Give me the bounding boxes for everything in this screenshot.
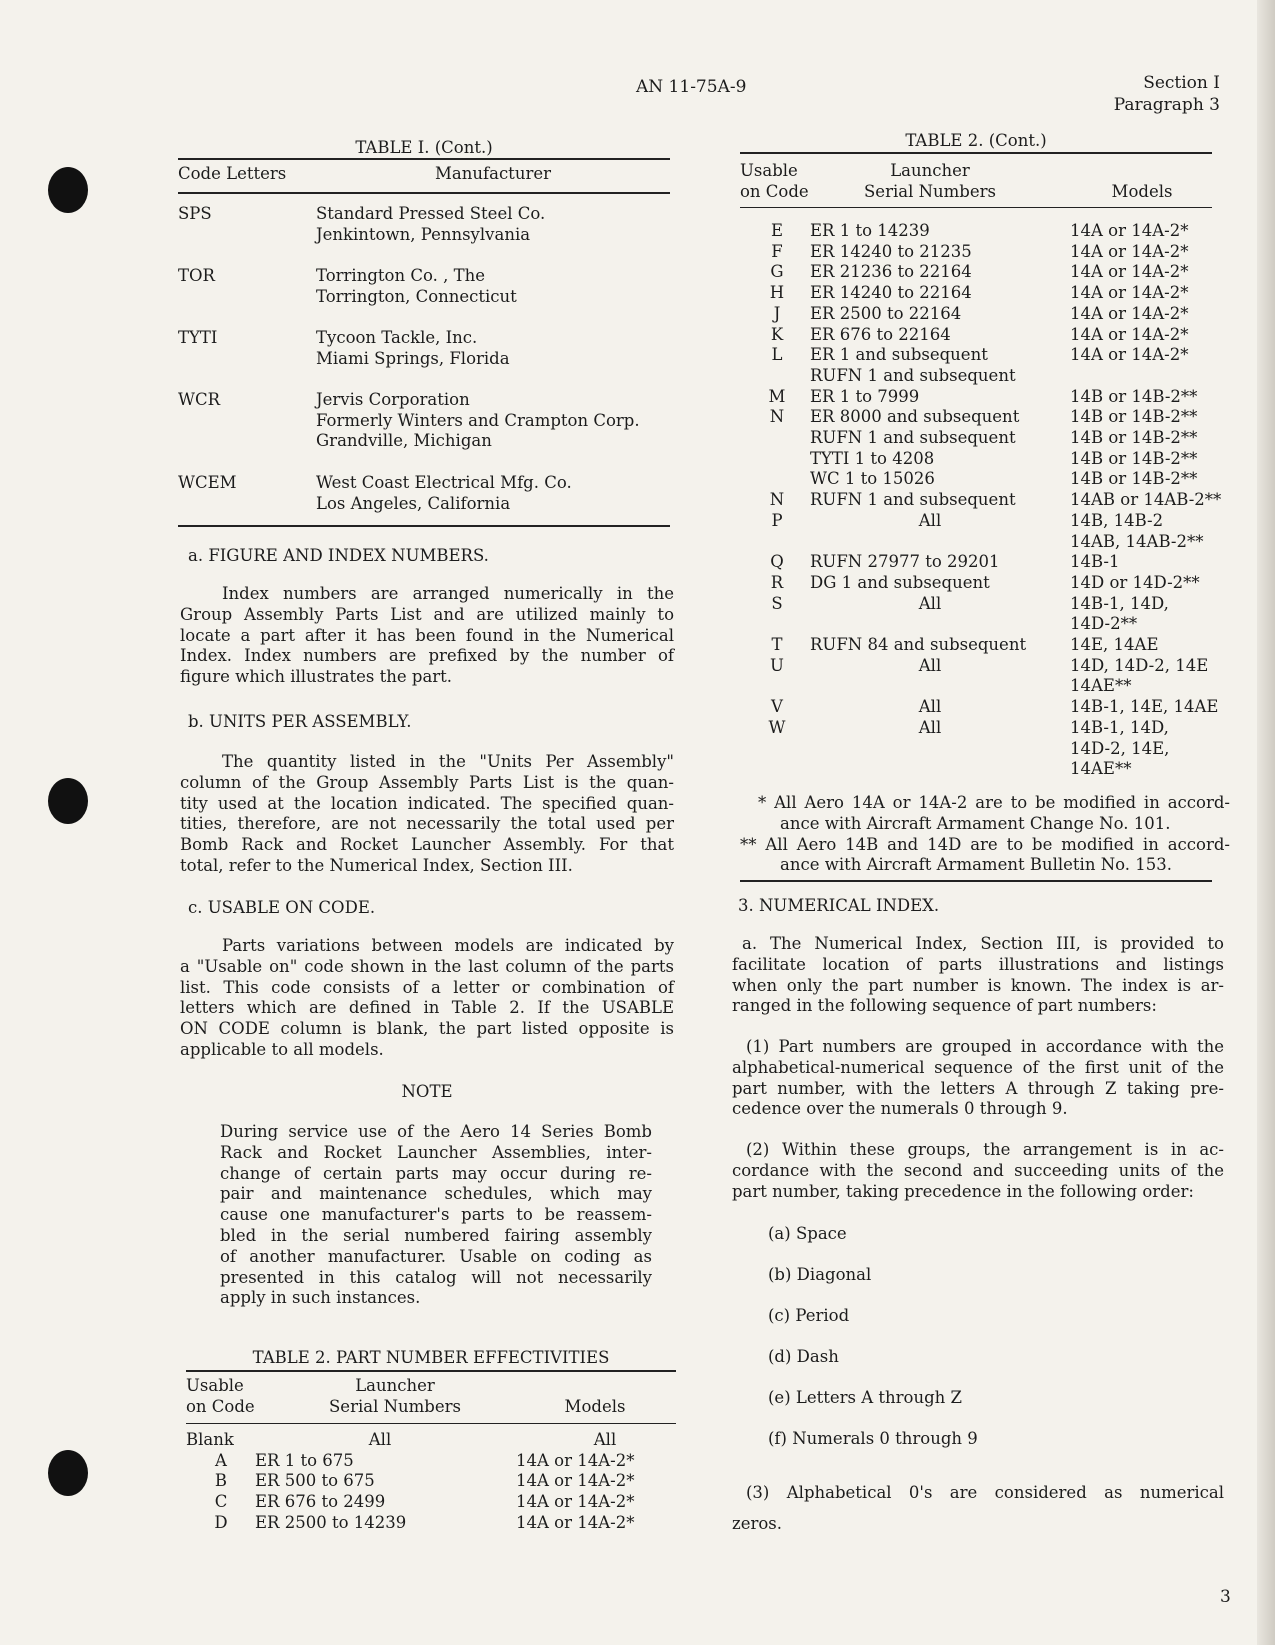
text-line: tity used at the location indicated. The specified quan- [180, 793, 674, 813]
list-item: (b) Diagonal [768, 1265, 872, 1284]
usable-code-cell: W [768, 717, 786, 737]
models-cell: 14B or 14B-2** [1070, 428, 1198, 447]
usable-code-cell: G [770, 262, 784, 282]
text-line: (2) Within these groups, the arrangement is in ac- [746, 1140, 1224, 1159]
serial-numbers-cell: ER 676 to 22164 [810, 324, 951, 344]
paragraph-label: Paragraph 3 [1113, 95, 1220, 115]
serial-numbers-cell: All [918, 717, 942, 737]
text-line: part number, taking precedence in the following order: [732, 1181, 1194, 1201]
footnote-line: ance with Aircraft Armament Bulletin No. 153. [780, 855, 1173, 875]
list-item: (a) Space [768, 1224, 847, 1243]
text-line: Bomb Rack and Rocket Launcher Assembly. For that [180, 835, 674, 855]
text-line: applicable to all models. [180, 1039, 384, 1059]
serial-numbers-cell: All [918, 593, 942, 613]
usable-code-cell: C [214, 1492, 228, 1512]
manufacturer-cell: Tycoon Tackle, Inc. [316, 328, 478, 347]
models-cell: 14D-2, 14E, [1070, 738, 1170, 758]
manufacturer-cell: Jervis Corporation [316, 390, 470, 409]
text-line: apply in such instances. [220, 1288, 421, 1308]
serial-numbers-cell: DG 1 and subsequent [810, 572, 990, 592]
page-number: 3 [1220, 1587, 1231, 1607]
manufacturer-cell: Torrington Co. , The [316, 266, 485, 285]
models-cell: 14A or 14A-2* [1070, 324, 1189, 344]
models-cell: 14A or 14A-2* [516, 1512, 635, 1532]
code-letters-cell: WCR [178, 390, 221, 409]
table2b-col-code: Usable [740, 161, 798, 180]
paragraph-3a3 [732, 1483, 1224, 1504]
table-rule [178, 192, 670, 194]
code-letters-cell: TYTI [178, 328, 218, 347]
table-rule [740, 207, 1212, 208]
text-line: part number, with the letters A through Z taking pre- [732, 1078, 1224, 1098]
list-item: (c) Period [768, 1306, 850, 1325]
text-line: cedence over the numerals 0 through 9. [732, 1099, 1068, 1119]
heading-numerical-index: 3. NUMERICAL INDEX. [738, 896, 940, 915]
serial-numbers-cell: RUFN 1 and subsequent [810, 365, 1016, 385]
models-cell: 14A or 14A-2* [516, 1471, 635, 1491]
usable-code-cell: R [770, 572, 784, 592]
text-line: total, refer to the Numerical Index, Section III. [180, 855, 573, 875]
models-cell: 14AE** [1070, 759, 1132, 779]
table2a-col-models: Models [564, 1397, 626, 1416]
manufacturer-cell: West Coast Electrical Mfg. Co. [316, 473, 572, 492]
serial-numbers-cell: ER 676 to 2499 [255, 1492, 386, 1512]
footnote-line: ** All Aero 14B and 14D are to be modified in accord- [740, 834, 1230, 854]
usable-code-cell: B [214, 1471, 228, 1491]
manufacturer-cell: Standard Pressed Steel Co. [316, 204, 546, 223]
text-line: list. This code consists of a letter or combination of [180, 977, 674, 997]
list-item: (e) Letters A through Z [768, 1388, 962, 1407]
serial-numbers-cell: ER 2500 to 22164 [810, 303, 962, 323]
serial-numbers-cell: All [918, 697, 942, 717]
footnotes [740, 793, 1230, 876]
table-rule [740, 880, 1212, 882]
usable-code-cell: J [773, 303, 781, 323]
code-letters-cell: TOR [178, 266, 215, 285]
models-cell: 14AB or 14AB-2** [1070, 490, 1222, 510]
models-cell: 14B-1 [1070, 552, 1120, 572]
text-line: Index numbers are arranged numerically in the [222, 584, 674, 603]
table2-cont-title: TABLE 2. (Cont.) [905, 131, 1047, 150]
table2b-col-serial: Launcher [890, 161, 970, 180]
serial-numbers-cell: All [368, 1430, 392, 1449]
text-line: pair and maintenance schedules, which may [220, 1184, 652, 1204]
table2a-col-serial: Launcher [355, 1376, 435, 1395]
serial-numbers-cell: TYTI 1 to 4208 [810, 448, 935, 468]
usable-code-cell: D [214, 1512, 228, 1532]
table1-col-code: Code Letters [178, 164, 287, 183]
serial-numbers-cell: RUFN 1 and subsequent [810, 490, 1016, 510]
usable-code-cell: U [770, 655, 784, 675]
section-label: Section I [1143, 73, 1220, 93]
models-cell: 14A or 14A-2* [1070, 303, 1189, 323]
table-rule [178, 158, 670, 160]
binder-hole [48, 778, 88, 824]
text-line: During service use of the Aero 14 Series Bomb [220, 1122, 652, 1141]
models-cell: 14D, 14D-2, 14E [1070, 655, 1209, 675]
serial-numbers-cell: ER 21236 to 22164 [810, 262, 972, 282]
paragraph-c [180, 936, 674, 1061]
manufacturer-cell: Miami Springs, Florida [316, 348, 510, 368]
models-cell: 14B or 14B-2** [1070, 407, 1198, 427]
table2a-col-serial: Serial Numbers [329, 1397, 461, 1416]
models-cell: 14B-1, 14D, [1070, 593, 1169, 613]
serial-numbers-cell: ER 1 to 14239 [810, 221, 930, 240]
manufacturer-cell: Formerly Winters and Crampton Corp. [316, 410, 640, 430]
models-cell: 14D-2** [1070, 614, 1138, 634]
paragraph-3a2 [732, 1140, 1224, 1202]
heading-c: c. USABLE ON CODE. [188, 898, 376, 917]
code-letters-cell: WCEM [178, 473, 237, 492]
text-line: Index. Index numbers are prefixed by the number of [180, 646, 674, 666]
usable-code-cell: E [770, 221, 784, 240]
footnote-line: * All Aero 14A or 14A-2 are to be modified in accord- [758, 793, 1230, 812]
heading-a: a. FIGURE AND INDEX NUMBERS. [188, 546, 489, 565]
text-line: presented in this catalog will not necessarily [220, 1267, 652, 1287]
table-rule [740, 152, 1212, 154]
usable-code-cell: A [215, 1450, 227, 1470]
text-line: alphabetical-numerical sequence of the first unit of the [732, 1057, 1224, 1077]
models-cell: 14A or 14A-2* [516, 1492, 635, 1512]
serial-numbers-cell: ER 8000 and subsequent [810, 407, 1020, 427]
heading-b: b. UNITS PER ASSEMBLY. [188, 712, 412, 731]
usable-code-cell: M [768, 386, 786, 406]
text-line: a. The Numerical Index, Section III, is provided to [742, 934, 1224, 953]
table2a-col-code: Usable [186, 1376, 244, 1395]
models-cell: 14A or 14A-2* [1070, 241, 1189, 261]
text-line: (1) Part numbers are grouped in accordance with the [746, 1037, 1224, 1056]
serial-numbers-cell: ER 14240 to 21235 [810, 241, 972, 261]
usable-code-cell: N [769, 490, 785, 510]
models-cell: 14B or 14B-2** [1070, 448, 1198, 468]
text-line: The quantity listed in the "Units Per Assembly" [222, 752, 674, 771]
table-rule [186, 1370, 676, 1372]
text-line: (3) Alphabetical 0's are considered as numerical [746, 1483, 1224, 1502]
models-cell: 14B, 14B-2 [1070, 510, 1164, 530]
text-line: cause one manufacturer's parts to be reassem- [220, 1205, 652, 1225]
serial-numbers-cell: WC 1 to 15026 [810, 469, 935, 489]
models-cell: 14A or 14A-2* [1070, 345, 1189, 365]
models-cell: 14B or 14B-2** [1070, 469, 1198, 489]
table2b-col-models: Models [1111, 182, 1173, 201]
code-letters-cell: SPS [178, 204, 212, 223]
document-number: AN 11-75A-9 [636, 77, 747, 97]
table2a-col-code: on Code [186, 1397, 255, 1416]
list-item: (f) Numerals 0 through 9 [768, 1429, 978, 1448]
footnote-line: ance with Aircraft Armament Change No. 101. [780, 813, 1171, 833]
text-line: tities, therefore, are not necessarily the total used per [180, 814, 674, 834]
table-rule [186, 1423, 676, 1424]
text-line: ranged in the following sequence of part numbers: [732, 996, 1157, 1016]
manufacturer-cell: Torrington, Connecticut [316, 286, 517, 306]
manufacturer-cell: Jenkintown, Pennsylvania [316, 224, 531, 244]
table2-title: TABLE 2. PART NUMBER EFFECTIVITIES [252, 1348, 610, 1367]
text-line: zeros. [732, 1514, 782, 1533]
serial-numbers-cell: RUFN 84 and subsequent [810, 635, 1027, 654]
usable-code-cell: H [769, 283, 785, 303]
text-line: change of certain parts may occur during re- [220, 1163, 652, 1183]
binder-hole [48, 1450, 88, 1496]
text-line: ON CODE column is blank, the part listed opposite is [180, 1019, 674, 1039]
usable-code-cell: T [771, 635, 783, 654]
text-line: column of the Group Assembly Parts List is the quan- [180, 772, 674, 792]
text-line: Parts variations between models are indicated by [222, 936, 674, 955]
usable-code-cell: Blank [186, 1430, 234, 1449]
table1-col-manufacturer: Manufacturer [435, 164, 551, 183]
text-line: bled in the serial numbered fairing assembly [220, 1225, 652, 1245]
note-heading: NOTE [401, 1082, 453, 1101]
models-cell: 14A or 14A-2* [1070, 221, 1189, 240]
serial-numbers-cell: All [918, 655, 942, 675]
usable-code-cell: K [770, 324, 784, 344]
text-line: facilitate location of parts illustrations and listings [732, 954, 1224, 974]
serial-numbers-cell: ER 14240 to 22164 [810, 283, 972, 303]
table1-title: TABLE I. (Cont.) [355, 138, 493, 157]
text-line: letters which are defined in Table 2. If the USABLE [180, 998, 674, 1018]
paragraph-b [180, 752, 674, 877]
models-cell: 14A or 14A-2* [1070, 262, 1189, 282]
usable-code-cell: S [771, 593, 783, 613]
paragraph-3a1 [732, 1037, 1224, 1120]
text-line: a "Usable on" code shown in the last column of the parts [180, 956, 674, 976]
manufacturer-cell: Grandville, Michigan [316, 431, 492, 451]
serial-numbers-cell: RUFN 1 and subsequent [810, 428, 1016, 447]
note-text [220, 1122, 652, 1309]
text-line: figure which illustrates the part. [180, 667, 453, 687]
models-cell: 14B-1, 14E, 14AE [1070, 697, 1219, 717]
serial-numbers-cell: All [918, 510, 942, 530]
models-cell: 14B or 14B-2** [1070, 386, 1198, 406]
text-line: locate a part after it has been found in the Numerical [180, 625, 674, 645]
serial-numbers-cell: ER 2500 to 14239 [255, 1512, 407, 1532]
usable-code-cell: L [771, 345, 783, 365]
usable-code-cell: Q [770, 552, 784, 572]
models-cell: 14A or 14A-2* [1070, 283, 1189, 303]
text-line: Group Assembly Parts List and are utilized mainly to [180, 604, 674, 624]
models-cell: 14B-1, 14D, [1070, 717, 1169, 737]
models-cell: 14AE** [1070, 676, 1132, 696]
table2b-col-code: on Code [740, 182, 809, 201]
list-item: (d) Dash [768, 1347, 839, 1366]
table2b-col-serial: Serial Numbers [864, 182, 996, 201]
binder-hole [48, 167, 88, 213]
text-line: Rack and Rocket Launcher Assemblies, inter- [220, 1142, 652, 1162]
text-line: of another manufacturer. Usable on coding as [220, 1246, 652, 1266]
paragraph-a [180, 584, 674, 688]
models-cell: 14A or 14A-2* [516, 1450, 635, 1470]
serial-numbers-cell: ER 1 to 675 [255, 1450, 354, 1470]
usable-code-cell: P [771, 510, 783, 530]
text-line: cordance with the second and succeeding units of the [732, 1160, 1224, 1180]
serial-numbers-cell: ER 1 and subsequent [810, 345, 988, 365]
usable-code-cell: N [769, 407, 785, 427]
models-cell: All [593, 1430, 617, 1449]
serial-numbers-cell: RUFN 27977 to 29201 [810, 552, 1000, 572]
models-cell: 14D or 14D-2** [1070, 572, 1200, 592]
usable-code-cell: V [771, 697, 783, 717]
text-line: when only the part number is known. The index is ar- [732, 975, 1224, 995]
models-cell: 14E, 14AE [1070, 635, 1159, 654]
paragraph-3a [732, 934, 1224, 1017]
models-cell: 14AB, 14AB-2** [1070, 531, 1204, 551]
page-edge [1257, 0, 1275, 1645]
serial-numbers-cell: ER 500 to 675 [255, 1471, 375, 1491]
usable-code-cell: F [771, 241, 783, 261]
manufacturer-cell: Los Angeles, California [316, 493, 511, 513]
serial-numbers-cell: ER 1 to 7999 [810, 386, 920, 406]
table-rule [178, 525, 670, 527]
